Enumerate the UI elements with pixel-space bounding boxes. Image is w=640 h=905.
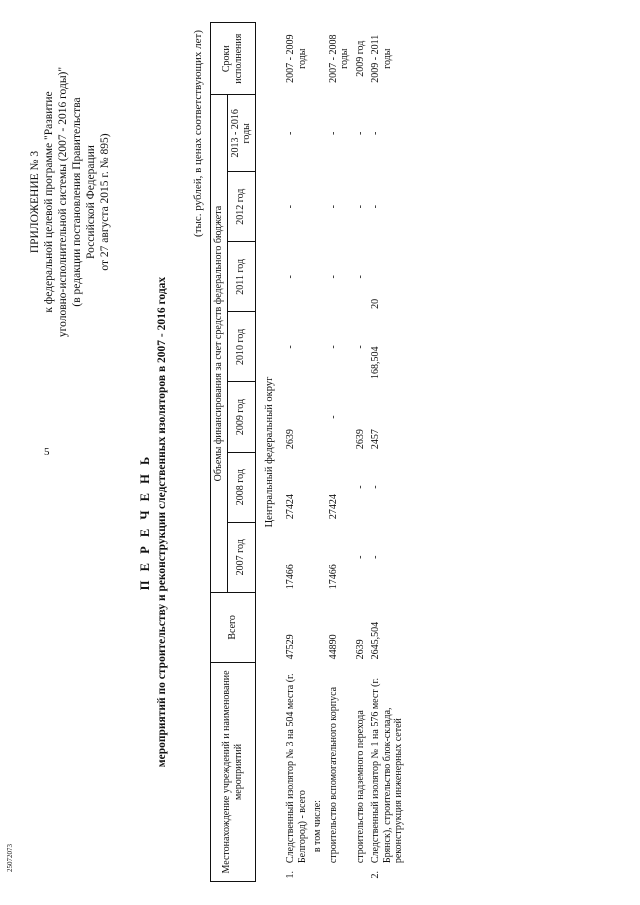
row-label: строительство надземного перехода: [354, 710, 366, 864]
units-note: (тыс. рублей, в ценах соответствующих лет): [192, 30, 204, 237]
row-value: 168,504: [370, 346, 381, 379]
appendix-line: от 27 августа 2015 г. № 895): [99, 133, 111, 271]
page-number: 5: [44, 446, 50, 458]
row-value: 17466: [285, 564, 296, 590]
header-location: Местонахождение учреждений и наименование мероприятий: [211, 662, 256, 881]
row-value: [310, 95, 326, 172]
row-value: -: [327, 275, 339, 279]
row-value: -: [327, 415, 339, 419]
row-value: -: [327, 205, 339, 209]
appendix-line: ПРИЛОЖЕНИЕ № 3: [29, 150, 41, 254]
row-value: [310, 522, 326, 592]
row-value: -: [285, 275, 296, 279]
row-value: -: [354, 205, 366, 209]
row-value: -: [285, 131, 296, 135]
row-value: -: [354, 485, 366, 489]
row-deadline: [310, 23, 326, 95]
row-number: [310, 866, 326, 881]
header-year: 2011 год: [227, 242, 255, 312]
row-number: [326, 866, 353, 881]
funding-table: [210, 22, 407, 882]
row-label: строительство вспомогательного корпуса: [327, 686, 339, 864]
row-deadline: 2007 - 2008 годы: [327, 34, 350, 83]
row-value: [310, 382, 326, 452]
appendix-line: (в редакции постановления Правительства: [71, 97, 83, 307]
row-value: 2639: [354, 429, 366, 450]
list-title: П Е Р Е Ч Е Н Ь: [138, 453, 152, 591]
table-row: [353, 23, 369, 882]
section-heading: Центральный федеральный округ: [263, 376, 275, 528]
row-label: в том числе:: [312, 800, 323, 853]
header-year: 2009 год: [227, 382, 255, 452]
appendix-block: [28, 42, 112, 362]
row-total: 2639: [354, 639, 366, 660]
row-value: -: [354, 555, 366, 559]
row-value: -: [354, 275, 366, 279]
row-value: -: [370, 555, 381, 559]
row-total: [310, 592, 326, 662]
row-value: 17466: [327, 564, 339, 590]
row-label: Следственный изолятор № 3 на 504 места (г. Белгород) - всего: [285, 673, 308, 864]
row-value: -: [354, 131, 366, 135]
row-value: 27424: [285, 494, 296, 520]
row-value: 2457: [370, 429, 381, 450]
header-year: 2007 год: [227, 522, 255, 592]
row-value: -: [285, 345, 296, 349]
row-deadline: 2007 - 2009 годы: [285, 34, 308, 83]
row-value: 2639: [285, 429, 296, 450]
header-year: 2010 год: [227, 312, 255, 382]
row-number: [353, 866, 369, 881]
row-value: -: [327, 131, 339, 135]
list-subtitle: мероприятий по строительству и реконструкции следственных изоляторов в 2007 - 2016 годах: [156, 276, 168, 768]
row-value: -: [370, 485, 381, 489]
header-total: Всего: [211, 592, 256, 662]
table-row: [326, 23, 353, 882]
table-row: [279, 23, 310, 882]
appendix-line: Российской Федерации: [85, 145, 97, 259]
header-funding-group: Объемы финансирования за счет средств федерального бюджета: [211, 95, 228, 592]
row-total: 47529: [285, 634, 296, 660]
row-deadline: 2009 - 2011 годы: [370, 34, 393, 83]
row-value: 20: [370, 298, 381, 309]
row-number: 1.: [285, 871, 296, 879]
header-year: 2008 год: [227, 452, 255, 522]
table-row: [310, 23, 326, 882]
header-year: 2013 - 2016 годы: [227, 95, 255, 172]
row-deadline: 2009 год: [354, 40, 366, 77]
rotated-sheet: [20, 22, 620, 882]
row-value: [310, 312, 326, 382]
row-value: [310, 452, 326, 522]
appendix-line: уголовно-исполнительной системы (2007 - 2016 годы)": [57, 66, 69, 338]
row-label: Следственный изолятор № 1 на 576 мест (г. Брянск), строительство блок-склада, реконструкция инженерных сетей: [370, 678, 404, 864]
header-year: 2012 год: [227, 172, 255, 242]
row-number: 2.: [370, 871, 381, 879]
header-deadline: Сроки исполнения: [211, 23, 256, 95]
row-value: -: [370, 205, 381, 209]
row-total: 44890: [327, 634, 339, 660]
row-value: -: [370, 131, 381, 135]
row-value: [310, 172, 326, 242]
row-value: 27424: [327, 494, 339, 520]
row-value: -: [327, 345, 339, 349]
row-value: [310, 242, 326, 312]
row-value: -: [285, 205, 296, 209]
footer-code: 25072073: [6, 844, 14, 872]
appendix-line: к федеральной целевой программе "Развитие: [43, 91, 55, 313]
table-row: [368, 23, 407, 882]
row-value: -: [354, 345, 366, 349]
row-total: 2645,504: [370, 621, 381, 660]
